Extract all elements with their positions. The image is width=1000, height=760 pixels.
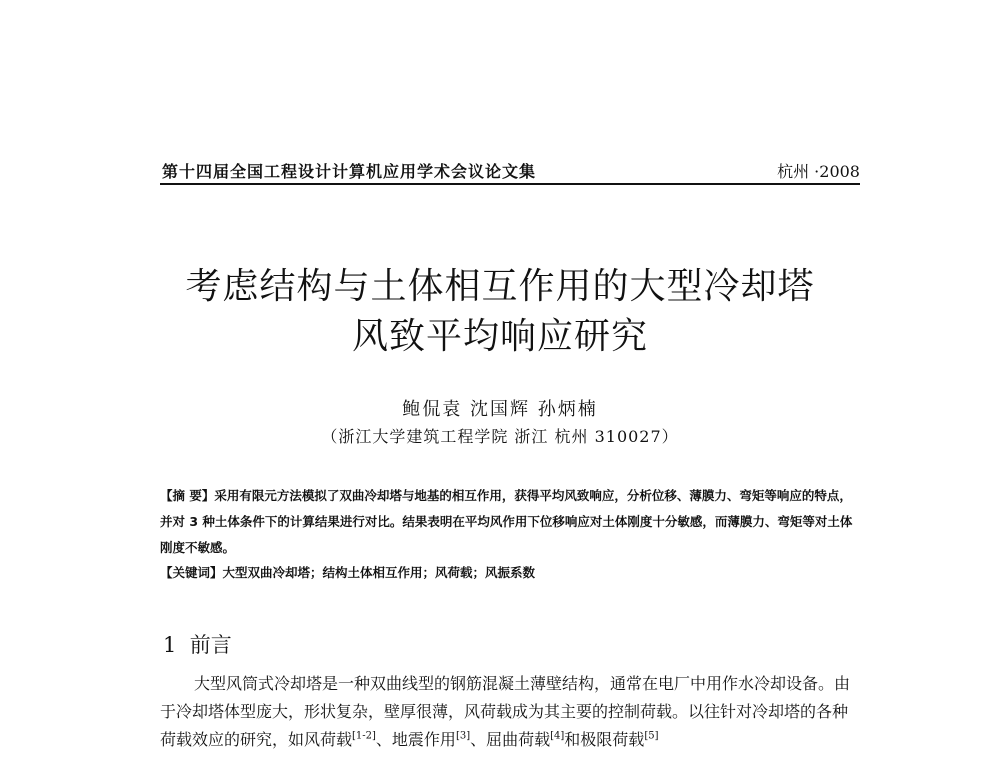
title-line-2: 风致平均响应研究 xyxy=(351,316,648,357)
keywords xyxy=(160,562,860,584)
keywords-label: 【关键词】 xyxy=(160,565,223,580)
section-title: 前言 xyxy=(189,633,232,657)
section-heading xyxy=(163,629,232,659)
affiliation: （浙江大学建筑工程学院 浙江 杭州 310027） xyxy=(321,427,679,446)
authors: 鲍侃袁 沈国辉 孙炳楠 xyxy=(402,399,598,420)
intro-text-1: 大型风筒式冷却塔是一种双曲线型的钢筋混凝土薄壁结构，通常在电厂中用作水冷却设备。由于冷却塔体型庞大，形状复杂，壁厚很薄，风荷载成为其主要的控制荷载。以往针对冷却塔的各种荷载效应的研究，如风荷载 xyxy=(160,674,851,749)
paper-title xyxy=(0,262,1000,362)
citation-ref: [4] xyxy=(550,730,565,742)
running-header xyxy=(160,159,860,185)
header-proceedings-name: 第十四届全国工程设计计算机应用学术会议论文集 xyxy=(162,162,537,181)
citation-ref: [5] xyxy=(644,730,659,742)
abstract xyxy=(160,483,860,561)
intro-text-3: 、屈曲荷载 xyxy=(470,730,551,749)
title-line-1: 考虑结构与土体相互作用的大型冷却塔 xyxy=(185,266,815,307)
abstract-label: 【摘 要】 xyxy=(160,488,215,503)
intro-paragraph xyxy=(160,670,860,754)
header-location-year: 杭州 ·2008 xyxy=(777,162,860,181)
abstract-text: 采用有限元方法模拟了双曲冷却塔与地基的相互作用，获得平均风致响应，分析位移、薄膜力、弯矩等响应的特点，并对 3 种土体条件下的计算结果进行对比。结果表明在平均风作用下位移响应对土体刚度十分敏感，而薄膜力、弯矩等对土体刚度不敏感。 xyxy=(160,488,853,555)
intro-text-4: 和极限荷载 xyxy=(564,730,645,749)
section-number: 1 xyxy=(163,633,177,657)
intro-text-2: 、地震作用 xyxy=(375,730,456,749)
citation-ref: [3] xyxy=(455,730,471,742)
keywords-text: 大型双曲冷却塔；结构土体相互作用；风荷载；风振系数 xyxy=(222,565,536,580)
citation-ref: [1-2] xyxy=(352,730,376,742)
